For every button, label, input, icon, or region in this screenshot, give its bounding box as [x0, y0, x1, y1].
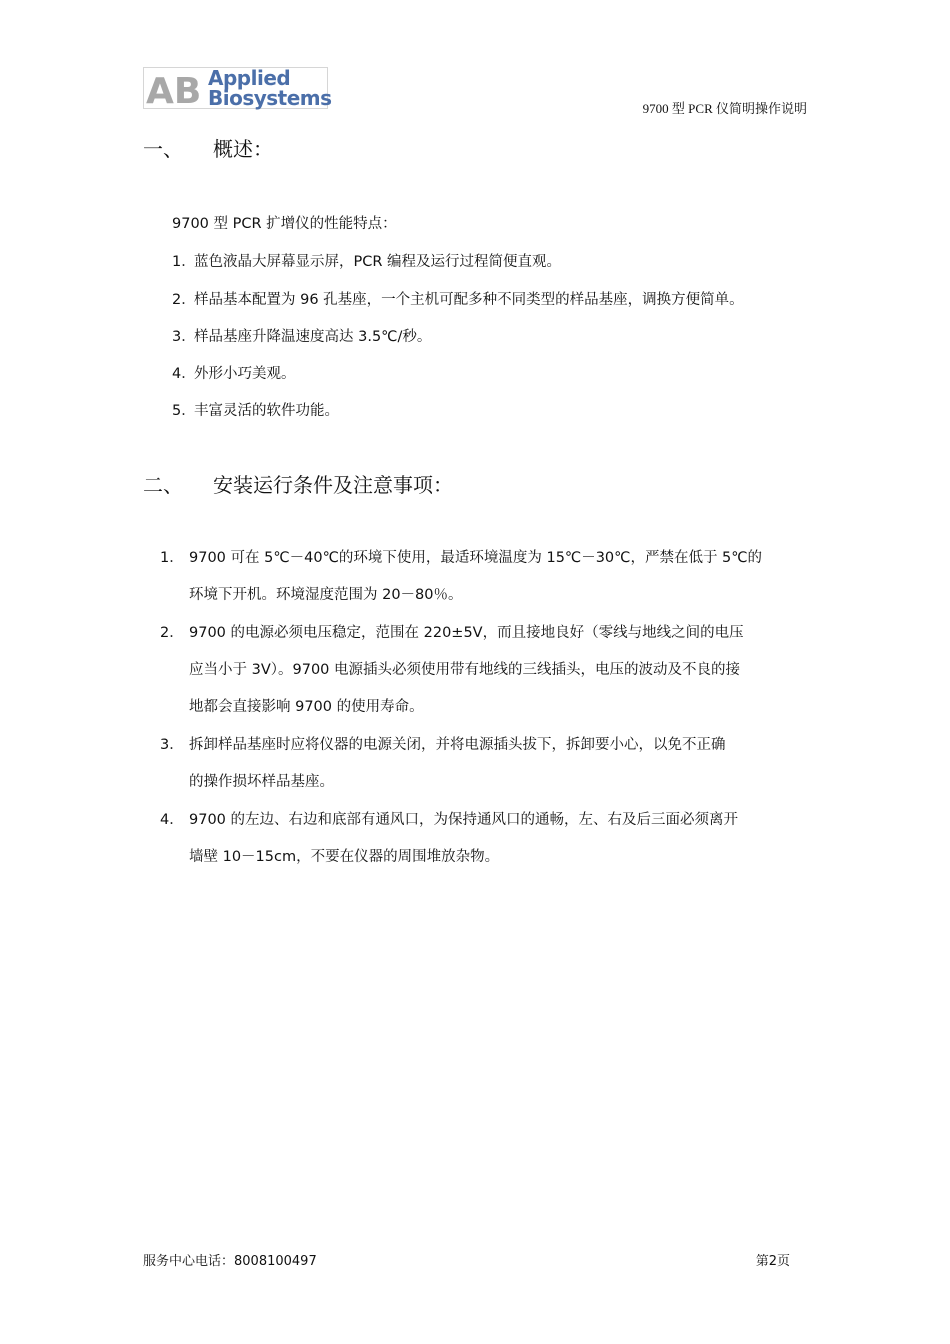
feature-item: 3．样品基座升降温速度高达 3.5℃/秒。: [172, 329, 432, 345]
feature-item: 5．丰富灵活的软件功能。: [172, 403, 339, 419]
section1-number: 一、: [143, 137, 183, 161]
section2-number: 二、: [143, 473, 183, 497]
condition-item: 2． 9700 的电源必须电压稳定，范围在 220±5V，而且接地良好（零线与地线之间的电压 应当小于 3V）。9700 电源插头必须使用带有地线的三线插头，电压的波动及不良的接 地都会直接影响 9700 的使用寿命。: [160, 625, 744, 715]
applied-biosystems-logo: [143, 66, 332, 110]
condition-item: 4． 9700 的左边、右边和底部有通风口，为保持通风口的通畅，左、右及后三面必须离开 墙壁 10－15cm，不要在仪器的周围堆放杂物。: [160, 812, 739, 865]
condition-item: 3． 拆卸样品基座时应将仪器的电源关闭，并将电源插头拔下，拆卸要小心，以免不正确 的操作损坏样品基座。: [160, 737, 726, 790]
logo-wordmark: [208, 68, 332, 108]
page-number: 第2页: [755, 1254, 790, 1269]
condition-item: 1． 9700 可在 5℃－40℃的环境下使用，最适环境温度为 15℃－30℃，严禁在低于 5℃的 环境下开机。环境湿度范围为 20－80％。: [160, 550, 763, 603]
section1-heading: [143, 133, 273, 162]
section1-title: 概述：: [213, 137, 273, 161]
logo-line1: Applied: [208, 66, 291, 90]
feature-item: 1．蓝色液晶大屏幕显示屏，PCR 编程及运行过程简便直观。: [172, 254, 562, 270]
svg-text:AB: AB: [146, 71, 202, 107]
section1-intro: 9700 型 PCR 扩增仪的性能特点：: [172, 216, 397, 232]
document-header-title: 9700 型 PCR 仪简明操作说明: [642, 101, 807, 116]
service-phone: 服务中心电话：8008100497: [143, 1254, 317, 1269]
ab-logo-mark: [146, 71, 204, 107]
section2-heading: [143, 469, 453, 498]
feature-item: 4．外形小巧美观。: [172, 366, 296, 382]
section2-title: 安装运行条件及注意事项：: [213, 473, 453, 497]
feature-item: 2．样品基本配置为 96 孔基座，一个主机可配多种不同类型的样品基座，调换方便简单。: [172, 292, 744, 308]
logo-line2: Biosystems: [208, 86, 332, 110]
